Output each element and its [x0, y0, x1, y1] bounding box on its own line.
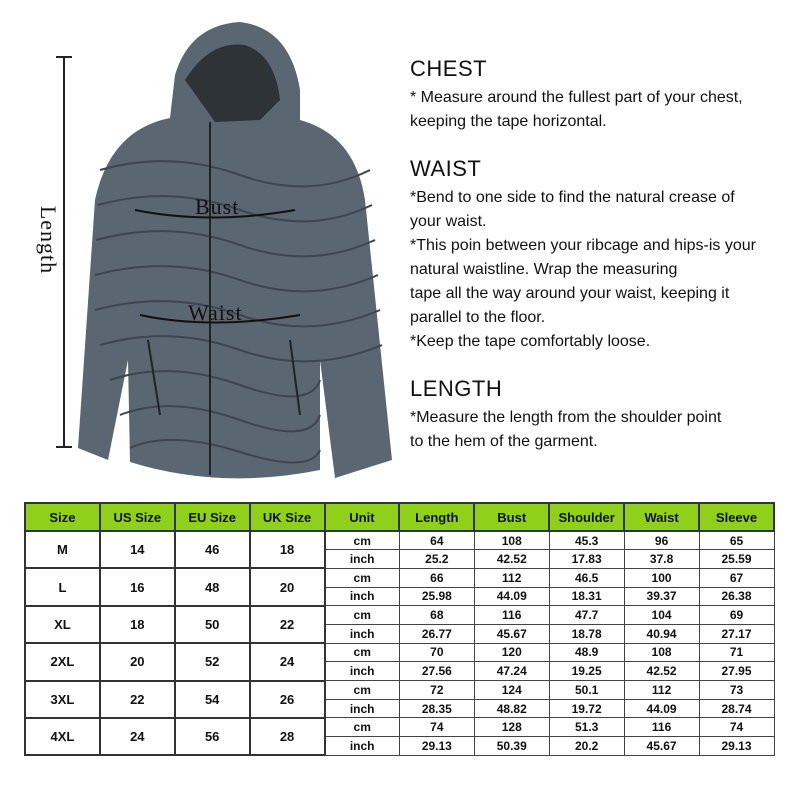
column-header: Waist [624, 503, 699, 531]
cell-value: 68 [399, 606, 474, 625]
cell-value: 50.39 [474, 737, 549, 756]
cell-value: 25.59 [699, 550, 774, 569]
cell-value: 128 [474, 718, 549, 737]
cell-value: 17.83 [549, 550, 624, 569]
column-header: Length [399, 503, 474, 531]
cell-size: XL [25, 606, 100, 643]
cell-unit: cm [325, 718, 400, 737]
cell-value: 42.52 [624, 662, 699, 681]
cell-value: 46.5 [549, 568, 624, 587]
cell-eu: 48 [175, 568, 250, 605]
cell-value: 18.78 [549, 624, 624, 643]
cell-us: 14 [100, 531, 175, 568]
guide-section-chest [410, 56, 800, 134]
cell-value: 27.95 [699, 662, 774, 681]
column-header: US Size [100, 503, 175, 531]
cell-value: 19.72 [549, 699, 624, 718]
cell-unit: inch [325, 550, 400, 569]
cell-value: 37.8 [624, 550, 699, 569]
cell-size: M [25, 531, 100, 568]
cell-us: 16 [100, 568, 175, 605]
cell-value: 48.82 [474, 699, 549, 718]
cell-value: 71 [699, 643, 774, 662]
cell-value: 20.2 [549, 737, 624, 756]
cell-size: 3XL [25, 681, 100, 718]
cell-unit: inch [325, 662, 400, 681]
cell-value: 47.7 [549, 606, 624, 625]
guide-line: natural waistline. Wrap the measuring [410, 261, 678, 278]
cell-value: 18.31 [549, 587, 624, 606]
table-row [25, 681, 774, 700]
table-row [25, 718, 774, 737]
column-header: Unit [325, 503, 400, 531]
guide-line: parallel to the floor. [410, 309, 546, 326]
cell-us: 22 [100, 681, 175, 718]
cell-value: 124 [474, 681, 549, 700]
cell-eu: 56 [175, 718, 250, 755]
cell-value: 65 [699, 531, 774, 550]
cell-value: 27.56 [399, 662, 474, 681]
cell-value: 47.24 [474, 662, 549, 681]
cell-value: 28.35 [399, 699, 474, 718]
guide-section-length [410, 376, 800, 454]
column-header: EU Size [175, 503, 250, 531]
cell-value: 25.2 [399, 550, 474, 569]
cell-value: 28.74 [699, 699, 774, 718]
cell-value: 73 [699, 681, 774, 700]
cell-size: L [25, 568, 100, 605]
cell-unit: inch [325, 624, 400, 643]
cell-value: 112 [474, 568, 549, 587]
guide-title: LENGTH [410, 376, 503, 401]
cell-value: 29.13 [699, 737, 774, 756]
guide-title: WAIST [410, 156, 482, 181]
cell-us: 24 [100, 718, 175, 755]
cell-value: 29.13 [399, 737, 474, 756]
cell-value: 70 [399, 643, 474, 662]
measuring-guide [410, 56, 800, 476]
table-row [25, 606, 774, 625]
column-header: Bust [474, 503, 549, 531]
cell-unit: cm [325, 606, 400, 625]
cell-value: 116 [474, 606, 549, 625]
cell-value: 108 [624, 643, 699, 662]
cell-value: 108 [474, 531, 549, 550]
cell-unit: cm [325, 568, 400, 587]
cell-value: 96 [624, 531, 699, 550]
cell-value: 45.67 [474, 624, 549, 643]
cell-value: 67 [699, 568, 774, 587]
table-row [25, 643, 774, 662]
cell-value: 42.52 [474, 550, 549, 569]
cell-value: 26.77 [399, 624, 474, 643]
cell-us: 20 [100, 643, 175, 680]
cell-uk: 26 [250, 681, 325, 718]
cell-value: 26.38 [699, 587, 774, 606]
guide-title: CHEST [410, 56, 488, 81]
cell-eu: 46 [175, 531, 250, 568]
cell-value: 72 [399, 681, 474, 700]
guide-line: *This poin between your ribcage and hips-is your [410, 237, 756, 254]
cell-value: 112 [624, 681, 699, 700]
length-text: Length [36, 205, 62, 275]
cell-uk: 18 [250, 531, 325, 568]
cell-value: 19.25 [549, 662, 624, 681]
cell-value: 25.98 [399, 587, 474, 606]
cell-uk: 20 [250, 568, 325, 605]
cell-us: 18 [100, 606, 175, 643]
guide-line: to the hem of the garment. [410, 433, 598, 450]
cell-uk: 28 [250, 718, 325, 755]
cell-value: 74 [399, 718, 474, 737]
cell-value: 40.94 [624, 624, 699, 643]
guide-line: tape all the way around your waist, keeping it [410, 285, 730, 302]
guide-line: *Measure the length from the shoulder point [410, 409, 722, 426]
column-header: Sleeve [699, 503, 774, 531]
cell-eu: 54 [175, 681, 250, 718]
guide-section-waist [410, 156, 800, 354]
table-row [25, 531, 774, 550]
cell-value: 69 [699, 606, 774, 625]
cell-unit: inch [325, 699, 400, 718]
cell-uk: 24 [250, 643, 325, 680]
table-row [25, 568, 774, 587]
cell-size: 4XL [25, 718, 100, 755]
cell-value: 45.3 [549, 531, 624, 550]
table-header-row [25, 503, 774, 531]
cell-value: 44.09 [624, 699, 699, 718]
guide-line: keeping the tape horizontal. [410, 113, 607, 130]
cell-value: 116 [624, 718, 699, 737]
cell-size: 2XL [25, 643, 100, 680]
cell-unit: cm [325, 681, 400, 700]
cell-value: 74 [699, 718, 774, 737]
cell-value: 44.09 [474, 587, 549, 606]
cell-value: 104 [624, 606, 699, 625]
column-header: UK Size [250, 503, 325, 531]
column-header: Shoulder [549, 503, 624, 531]
length-label [18, 195, 78, 285]
bust-label: Bust [195, 194, 240, 219]
cell-value: 64 [399, 531, 474, 550]
cell-unit: inch [325, 737, 400, 756]
column-header: Size [25, 503, 100, 531]
cell-value: 27.17 [699, 624, 774, 643]
size-chart-table [24, 502, 775, 756]
guide-line: *Keep the tape comfortably loose. [410, 333, 651, 350]
guide-line: your waist. [410, 213, 487, 230]
cell-unit: cm [325, 643, 400, 662]
cell-value: 100 [624, 568, 699, 587]
cell-eu: 50 [175, 606, 250, 643]
cell-value: 120 [474, 643, 549, 662]
cell-value: 45.67 [624, 737, 699, 756]
cell-uk: 22 [250, 606, 325, 643]
cell-unit: cm [325, 531, 400, 550]
cell-unit: inch [325, 587, 400, 606]
cell-value: 66 [399, 568, 474, 587]
guide-line: *Bend to one side to find the natural crease of [410, 189, 735, 206]
guide-line: * Measure around the fullest part of your chest, [410, 89, 743, 106]
cell-value: 51.3 [549, 718, 624, 737]
cell-value: 39.37 [624, 587, 699, 606]
cell-eu: 52 [175, 643, 250, 680]
cell-value: 48.9 [549, 643, 624, 662]
cell-value: 50.1 [549, 681, 624, 700]
waist-label: Waist [188, 300, 243, 325]
